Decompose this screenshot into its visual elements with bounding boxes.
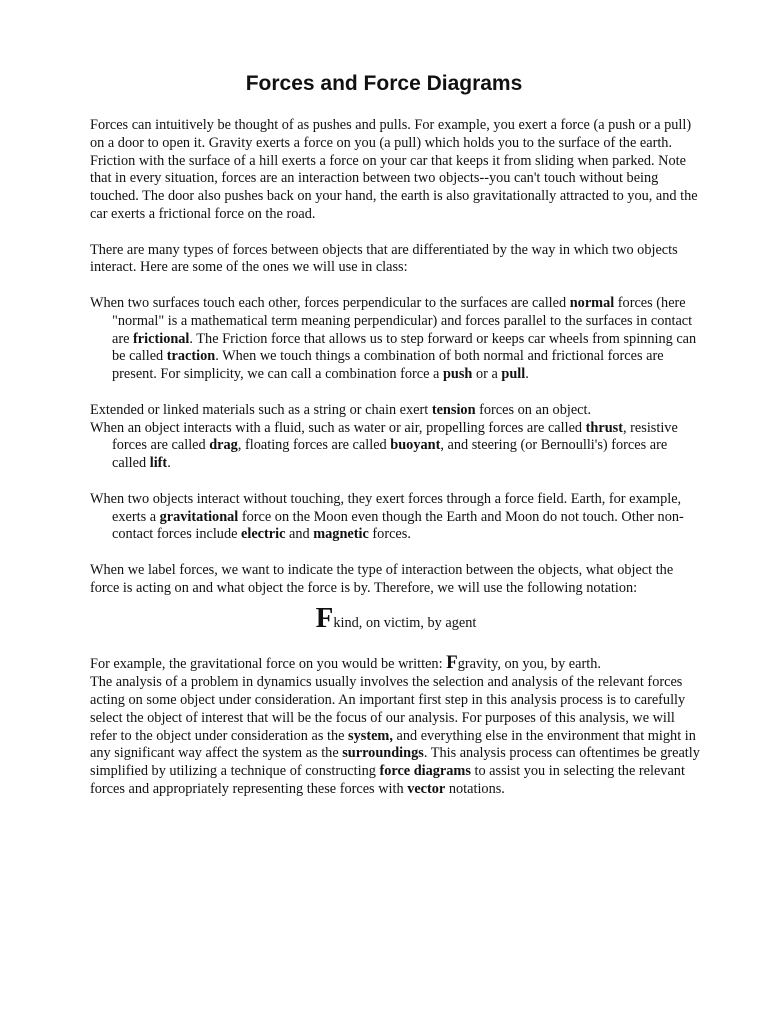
types-intro-paragraph: There are many types of forces between objects that are differentiated by the way in which two objects interact. Here are some of the ones we will use in class: bbox=[90, 241, 678, 276]
term-system: system, bbox=[348, 727, 393, 744]
term-tension: tension bbox=[431, 401, 476, 418]
example-subscript: gravity, on you, by earth. bbox=[457, 656, 601, 673]
field-forces-paragraph: When two objects interact without touching, they exert forces through a force field. Earth, for example, exerts a gravitational force on the Moon even though the Earth and Moon do not touch. Other non-contact forces include electric and magnetic forces. bbox=[90, 490, 684, 543]
fluid-forces-paragraph: When an object interacts with a fluid, such as water or air, propelling forces are called thrust, resistive forces are called drag, floating forces are called buoyant, and steering (or Bernoulli's) forces are called lift. bbox=[90, 419, 678, 472]
term-frictional: frictional bbox=[133, 330, 190, 347]
document-body bbox=[90, 117, 702, 799]
notation-subscript: kind, on victim, by agent bbox=[333, 614, 477, 631]
term-pull: pull bbox=[501, 366, 526, 383]
tension-paragraph: Extended or linked materials such as a string or chain exert tension forces on an object. bbox=[90, 401, 592, 418]
term-gravitational: gravitational bbox=[159, 508, 239, 525]
example-paragraph: For example, the gravitational force on you would be written: Fgravity, on you, by earth. bbox=[90, 652, 601, 674]
term-magnetic: magnetic bbox=[313, 526, 369, 543]
page-title: Forces and Force Diagrams bbox=[245, 72, 523, 95]
example-force-symbol: F bbox=[446, 652, 458, 674]
term-lift: lift bbox=[149, 455, 168, 472]
force-notation bbox=[90, 601, 702, 637]
analysis-paragraph: The analysis of a problem in dynamics usually involves the selection and analysis of the relevant forces acting on some object under consideration. An important first step in this analysis process is to carefully select the object of interest that will be the focus of our analysis. For purposes of this analysis, we will refer to the object under consideration as the system, and everything else in the environment that might in any significant way affect the system as the surroundings. This analysis process can oftentimes be greatly simplified by utilizing a technique of constructing force diagrams to assist you in selecting the relevant forces and appropriately representing these forces with vector notations. bbox=[90, 674, 700, 797]
term-force-diagrams: force diagrams bbox=[379, 763, 471, 780]
term-electric: electric bbox=[241, 526, 286, 543]
labeling-paragraph: When we label forces, we want to indicate the type of interaction between the objects, what object the force is acting on and what object the force is by. Therefore, we will use the following notation: bbox=[90, 561, 674, 596]
term-push: push bbox=[442, 366, 473, 383]
term-buoyant: buoyant bbox=[390, 437, 441, 454]
term-surroundings: surroundings bbox=[342, 745, 424, 762]
intro-paragraph: Forces can intuitively be thought of as pushes and pulls. For example, you exert a force (a push or a pull) on a door to open it. Gravity exerts a force on you (a pull) which holds you to the surface of the earth. Friction with the surface of a hill exerts a force on your car that keeps it from sliding when parked. Note that in every situation, forces are an interaction between two objects--you can't touch without being touched. The door also pushes back on your hand, the earth is also gravitationally attracted to you, and the car exerts a frictional force on the road. bbox=[90, 117, 698, 222]
contact-forces-paragraph: When two surfaces touch each other, forces perpendicular to the surfaces are called normal forces (here "normal" is a mathematical term meaning perpendicular) and forces parallel to the surfaces in contact are frictional. The Friction force that allows us to step forward or keeps car wheels from spinning can be called traction. When we touch things a combination of both normal and frictional forces are present. For simplicity, we can call a combination force a push or a pull. bbox=[90, 294, 697, 383]
term-traction: traction bbox=[166, 348, 216, 365]
term-vector: vector bbox=[407, 780, 446, 797]
force-symbol: F bbox=[315, 601, 334, 634]
term-thrust: thrust bbox=[585, 419, 623, 436]
term-normal: normal bbox=[569, 294, 615, 311]
term-drag: drag bbox=[209, 437, 238, 454]
